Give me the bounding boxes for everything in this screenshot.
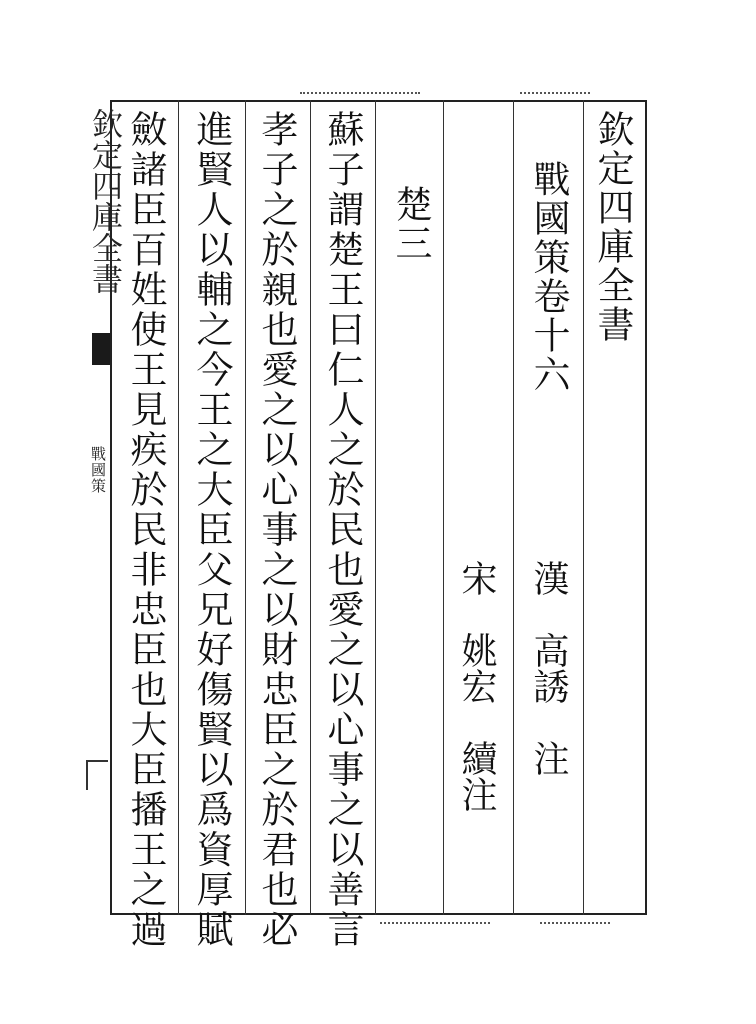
column-divider <box>375 100 376 915</box>
body-line: 進賢人以輔之今王之大臣父兄好傷賢以爲資厚賦 <box>190 110 233 950</box>
column-divider <box>245 100 246 915</box>
frame-top-rule <box>110 100 645 102</box>
scan-speck <box>300 92 420 96</box>
scan-speck <box>540 922 610 926</box>
column-divider <box>443 100 444 915</box>
column-divider <box>178 100 179 915</box>
body-line: 蘇子謂楚王曰仁人之於民也愛之以心事之以善言 <box>321 110 364 950</box>
column-divider <box>513 100 514 915</box>
body-line: 孝子之於親也愛之以心事之以財忠臣之於君也必 <box>255 110 298 950</box>
author-line-han: 漢 高誘 注 <box>528 560 569 776</box>
fishtail-mark <box>92 333 110 365</box>
column-divider <box>583 100 584 915</box>
scan-speck <box>520 92 590 96</box>
library-title: 欽定四庫全書 <box>591 110 634 344</box>
volume-title: 戰國策卷十六 <box>527 160 570 394</box>
frame-right-border <box>645 100 647 915</box>
adjacent-page-fragment: 欽定四庫全書 <box>86 108 122 294</box>
fold-label: 戰國策 <box>89 446 107 494</box>
author-line-song: 宋 姚宏 續注 <box>456 560 497 812</box>
section-heading: 楚三 <box>389 185 432 263</box>
leaf-mark <box>86 760 108 790</box>
scan-speck <box>380 922 490 926</box>
column-divider <box>310 100 311 915</box>
body-line: 斂諸臣百姓使王見疾於民非忠臣也大臣播王之過 <box>124 110 167 950</box>
